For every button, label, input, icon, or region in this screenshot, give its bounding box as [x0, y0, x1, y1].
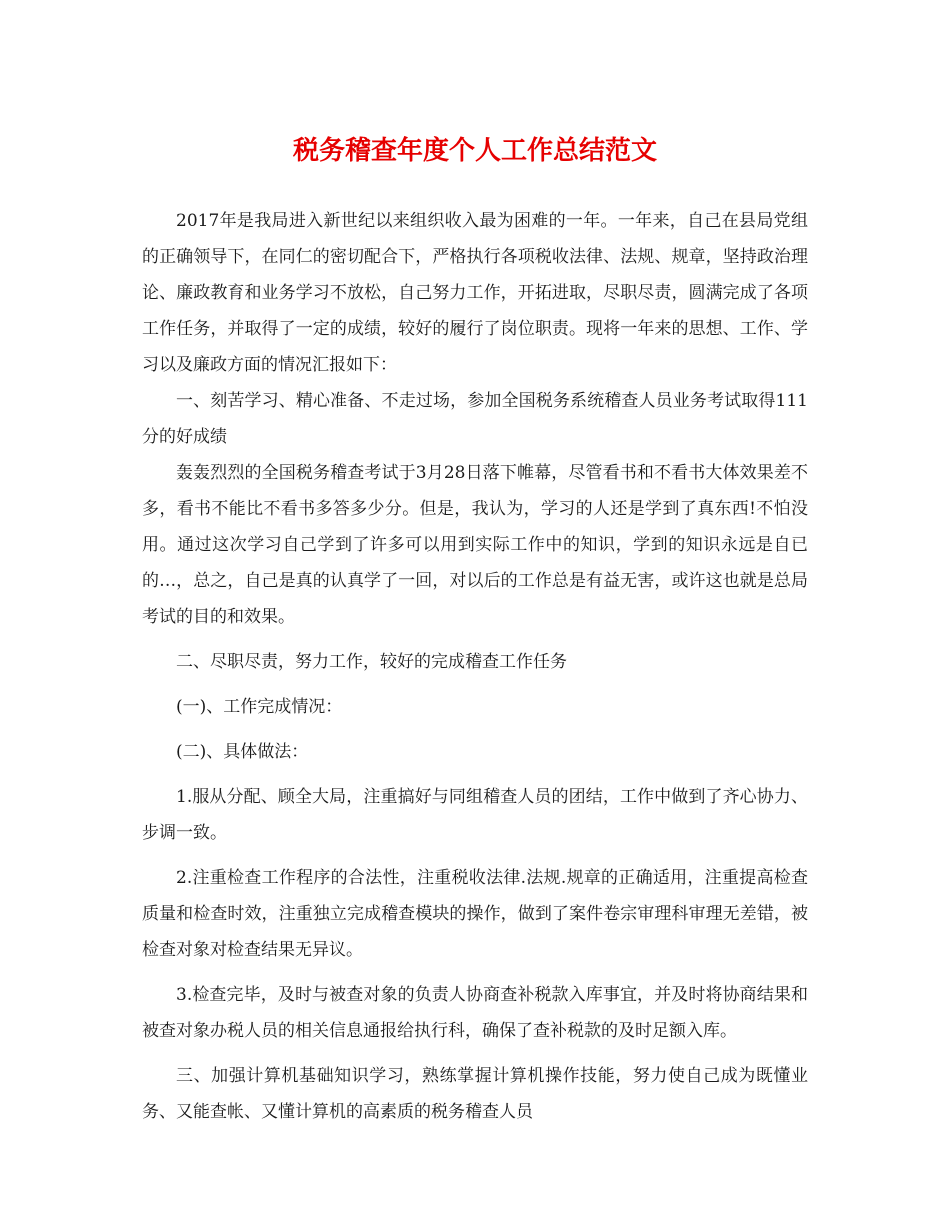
paragraph-intro: 2017年是我局进入新世纪以来组织收入最为困难的一年。一年来，自己在县局党组的正确领导下，在同仁的密切配合下，严格执行各项税收法律、法规、规章，坚持政治理论、廉政教育和业务学习不放松，自己努力工作，开拓进取，尽职尽责，圆满完成了各项工作任务，并取得了一定的成绩，较好的履行了岗位职责。现将一年来的思想、工作、学习以及廉政方面的情况汇报如下：: [142, 211, 808, 375]
heading-section-3: 三、加强计算机基础知识学习，熟练掌握计算机操作技能，努力使自己成为既懂业务、又能查帐、又懂计算机的高素质的税务稽查人员: [142, 1066, 808, 1122]
document-body: [142, 203, 808, 1130]
subheading-methods: (二)、具体做法：: [176, 742, 309, 762]
heading-section-1: 一、刻苦学习、精心准备、不走过场，参加全国税务系统稽查人员业务考试取得111分的好成绩: [142, 391, 808, 447]
heading-section-2: 二、尽职尽责，努力工作，较好的完成稽查工作任务: [176, 652, 567, 672]
subheading-work-status: (一)、工作完成情况：: [176, 697, 343, 717]
document-title: 税务稽查年度个人工作总结范文: [292, 136, 657, 166]
paragraph-exam: 轰轰烈烈的全国税务稽查考试于3月28日落下帷幕，尽管看书和不看书大体效果差不多，看书不能比不看书多答多少分。但是，我认为，学习的人还是学到了真东西!不怕没用。通过这次学习自己学到了许多可以用到实际工作中的知识，学到的知识永远是自已的…，总之，自己是真的认真学了一回，对以后的工作总是有益无害，或许这也就是总局考试的目的和效果。: [142, 463, 808, 627]
list-item-1: 1.服从分配、顾全大局，注重搞好与同组稽查人员的团结，工作中做到了齐心协力、步调一致。: [142, 787, 808, 843]
list-item-2: 2.注重检查工作程序的合法性，注重税收法律.法规.规章的正确适用，注重提高检查质量和检查时效，注重独立完成稽查模块的操作，做到了案件卷宗审理科审理无差错，被检查对象对检查结果无异议。: [142, 868, 808, 960]
list-item-3: 3.检查完毕，及时与被查对象的负责人协商查补税款入库事宜，并及时将协商结果和被查对象办税人员的相关信息通报给执行科，确保了查补税款的及时足额入库。: [142, 985, 808, 1041]
